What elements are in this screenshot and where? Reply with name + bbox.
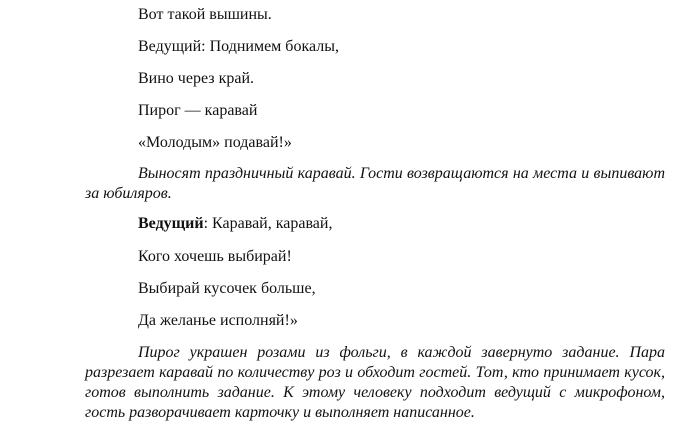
verse-line: Вот такой вышины. — [138, 6, 272, 23]
speaker-line-text: : Каравай, каравай, — [203, 215, 333, 232]
verse-line: Да желанье исполняй!» — [138, 312, 298, 329]
verse-line: Ведущий: Поднимем бокалы, — [138, 38, 339, 55]
verse-line: «Молодым» подавай!» — [138, 134, 292, 151]
stage-direction: Пирог украшен розами из фольги, в каждой завернуто задание. Пара разрезает каравай по количеству роз и обходит гостей. Тот, кто принимает кусок, готов выполнить задание. К этому человеку подходит ведущий с микрофоном, гость разворачивает карточку и выполняет написанное. — [85, 344, 665, 421]
verse-line: Выбирай кусочек больше, — [138, 280, 316, 297]
stage-direction: Выносят праздничный каравай. Гости возвращаются на места и выпивают за юбиляров. — [85, 165, 665, 202]
verse-line: Кого хочешь выбирай! — [138, 248, 292, 265]
verse-line: Вино через край. — [138, 70, 254, 87]
speaker-label: Ведущий — [138, 215, 204, 232]
verse-line: Пирог — каравай — [138, 102, 258, 119]
speaker-line — [138, 214, 332, 234]
